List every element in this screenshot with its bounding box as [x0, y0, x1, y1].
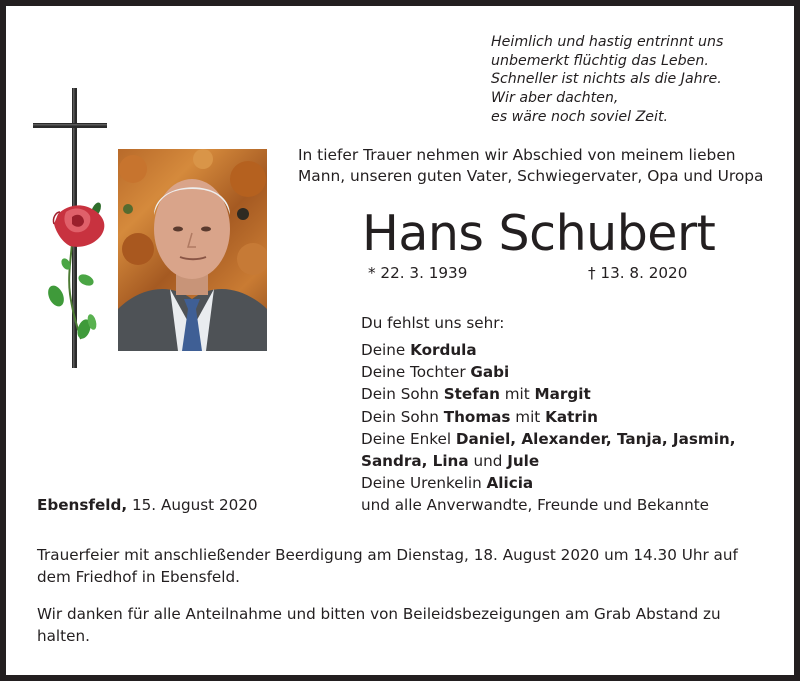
family-relation: Deine Urenkelin: [361, 474, 487, 493]
family-name: Sandra, Lina: [361, 452, 469, 471]
intro-line: Mann, unseren guten Vater, Schwiegervater, Opa und Uropa: [298, 166, 764, 185]
portrait-photo: [118, 149, 267, 351]
family-relation: und alle Anverwandte, Freunde und Bekannte: [361, 496, 709, 515]
family-name: Margit: [534, 385, 591, 404]
poem: [491, 33, 723, 127]
family-line: [361, 361, 736, 383]
family-line: [361, 472, 736, 494]
obituary-card: [6, 6, 794, 675]
family-name: Daniel, Alexander, Tanja, Jasmin,: [455, 429, 736, 448]
family-relation: Deine: [361, 341, 411, 359]
poem-line: Wir aber dachten,: [491, 90, 619, 107]
family-line: [361, 428, 736, 450]
family-relation: Deine Tochter: [361, 363, 471, 382]
family-line: [361, 450, 736, 472]
family-name: Jule: [507, 452, 540, 471]
family-line: [361, 339, 736, 361]
place-date: [37, 494, 258, 516]
family-name: Katrin: [545, 407, 598, 426]
cross-with-rose-icon: [26, 84, 116, 374]
family-name: Kordula: [410, 341, 477, 359]
family-line: [361, 383, 736, 405]
poem-line: Heimlich und hastig entrinnt uns: [491, 34, 724, 50]
family-relation: Deine Enkel: [361, 429, 456, 448]
thanks-note: Wir danken für alle Anteilnahme und bitten von Beileidsbezeigungen am Grab Abstand zu halten.: [37, 605, 721, 646]
family-relation: Dein Sohn: [361, 407, 444, 426]
date: 15. August 2020: [127, 496, 258, 514]
family-name: Alicia: [486, 474, 534, 493]
funeral-info: Trauerfeier mit anschließender Beerdigung am Dienstag, 18. August 2020 um 14.30 Uhr auf dem Friedhof in Ebensfeld.: [37, 546, 738, 587]
intro-line: In tiefer Trauer nehmen wir Abschied von meinem lieben: [298, 146, 736, 164]
death-date: † 13. 8. 2020: [588, 264, 688, 282]
family-heading: Du fehlst uns sehr:: [361, 314, 505, 332]
poem-line: unbemerkt flüchtig das Leben.: [491, 52, 709, 69]
family-name: Stefan: [443, 385, 500, 404]
family-line: [361, 494, 736, 516]
family-relation: und: [468, 452, 508, 471]
family-line: [361, 406, 736, 428]
family-relation: mit: [510, 407, 546, 426]
place: Ebensfeld,: [37, 496, 128, 514]
poem-line: es wäre noch soviel Zeit.: [491, 108, 669, 125]
intro-text: [298, 145, 763, 186]
family-list: [361, 339, 736, 517]
family-relation: mit: [499, 385, 535, 404]
family-name: Gabi: [470, 363, 510, 382]
birth-date: * 22. 3. 1939: [368, 264, 468, 282]
family-relation: Dein Sohn: [361, 385, 444, 404]
family-name: Thomas: [443, 407, 511, 426]
deceased-name: Hans Schubert: [362, 205, 716, 262]
poem-line: Schneller ist nichts als die Jahre.: [491, 71, 722, 88]
